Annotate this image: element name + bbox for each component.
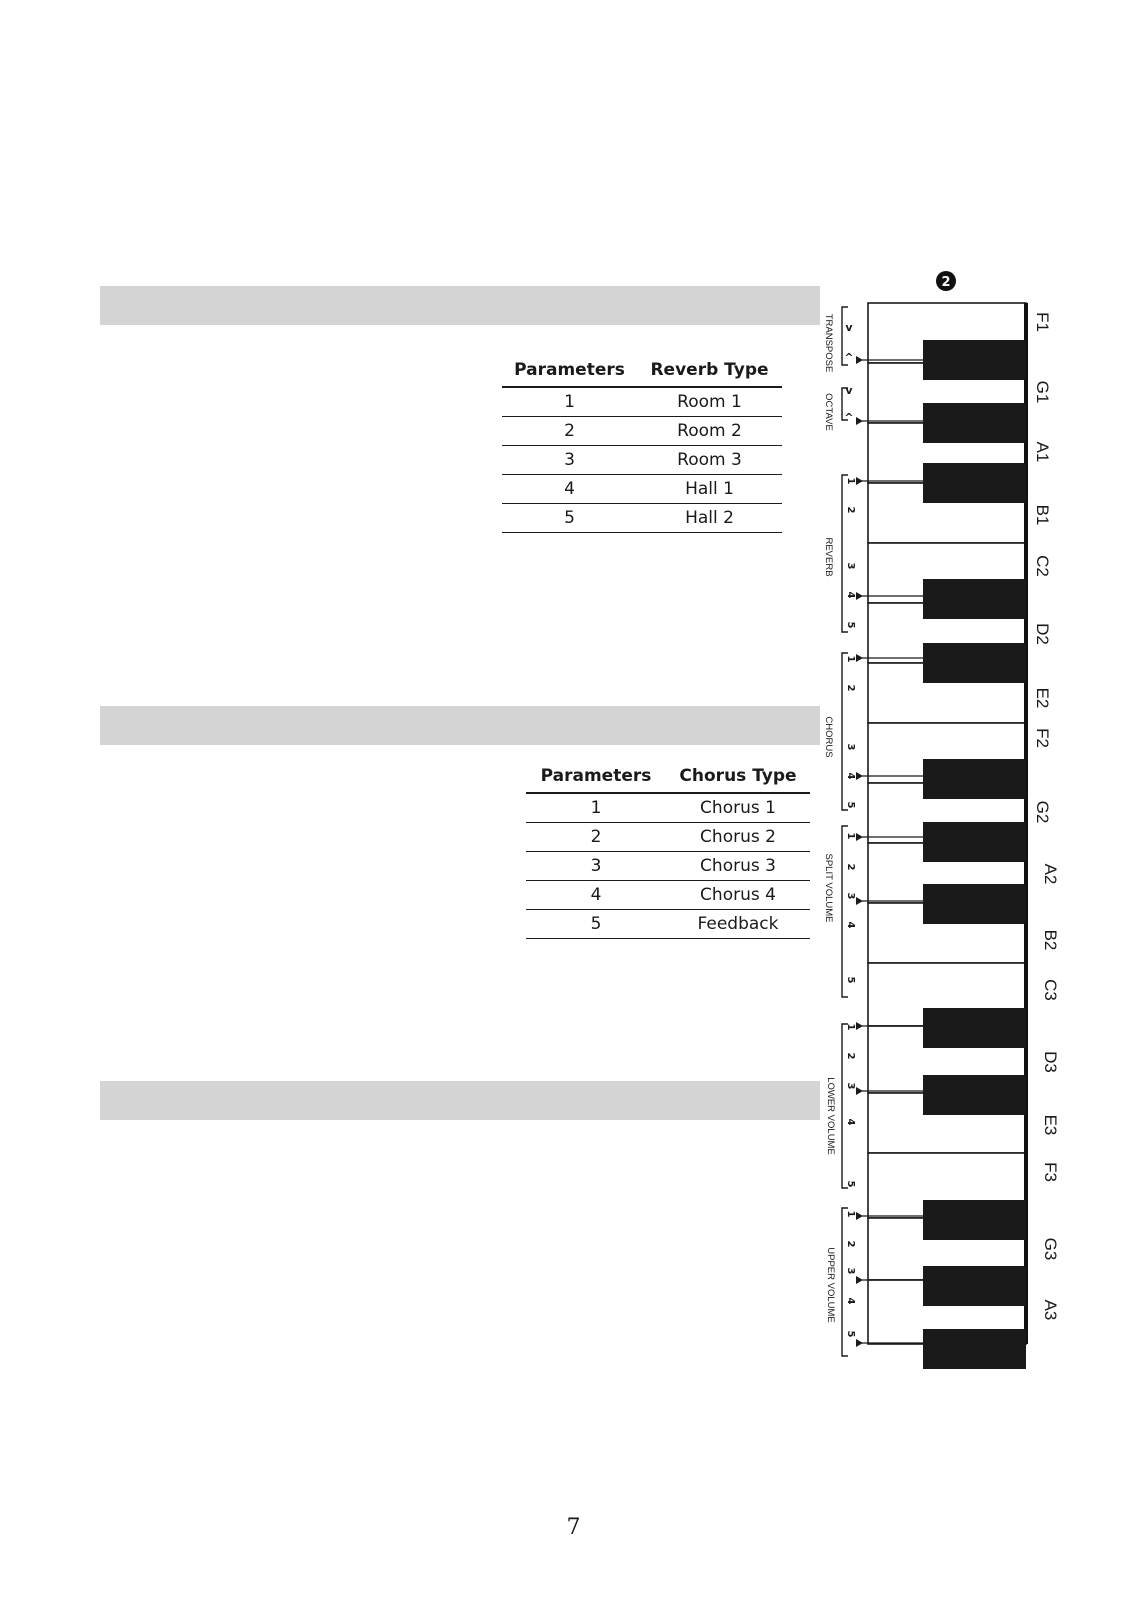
note-label: A1 <box>1033 441 1052 463</box>
note-label: E2 <box>1033 687 1052 709</box>
pointer-arrow-icon <box>856 356 863 364</box>
table-cell: 5 <box>502 504 637 533</box>
black-key <box>923 1200 1026 1240</box>
table-cell: Chorus 2 <box>666 823 810 852</box>
black-key <box>923 1329 1026 1369</box>
chorus-type-table <box>526 762 810 939</box>
note-label: F1 <box>1033 312 1052 332</box>
step-number: 2 <box>845 1052 856 1060</box>
step-number: 1 <box>845 1210 856 1218</box>
black-key <box>923 463 1026 503</box>
step-number: 3 <box>845 1082 856 1090</box>
note-label: D2 <box>1033 623 1052 645</box>
table-row <box>526 852 810 881</box>
section-header-bar-3 <box>100 1081 820 1120</box>
column-header-reverb-type: Reverb Type <box>637 356 782 387</box>
step-number: 2 <box>845 684 856 692</box>
step-number: 3 <box>845 892 856 900</box>
section-header-bar-1 <box>100 286 820 325</box>
table-cell: 5 <box>526 910 666 939</box>
group-label: SPLIT VOLUME <box>823 853 834 923</box>
note-label: F2 <box>1033 728 1052 748</box>
black-key <box>923 822 1026 862</box>
table-cell: 2 <box>526 823 666 852</box>
badge-number: 2 <box>941 275 951 290</box>
note-label: B2 <box>1041 929 1060 951</box>
pointer-arrow-icon <box>856 1212 863 1220</box>
pointer-arrow-icon <box>856 772 863 780</box>
arrow-glyph: ^ <box>844 351 854 364</box>
group-label: REVERB <box>823 537 834 577</box>
table-row <box>502 446 782 475</box>
group-label: LOWER VOLUME <box>825 1077 836 1155</box>
table-row <box>502 387 782 417</box>
step-number: 2 <box>845 1240 856 1248</box>
table-cell: 3 <box>502 446 637 475</box>
note-label: C2 <box>1033 555 1052 577</box>
pointer-arrow-icon <box>856 654 863 662</box>
table-cell: Room 2 <box>637 417 782 446</box>
step-number: 4 <box>845 1118 856 1126</box>
table-cell: Hall 2 <box>637 504 782 533</box>
note-label: D3 <box>1041 1051 1060 1073</box>
table-cell: Hall 1 <box>637 475 782 504</box>
step-number: 3 <box>845 743 856 751</box>
table-cell: 2 <box>502 417 637 446</box>
column-header-parameters: Parameters <box>502 356 637 387</box>
black-key <box>923 643 1026 683</box>
section-header-bar-2 <box>100 706 820 745</box>
step-number: 4 <box>845 772 856 780</box>
table-cell: Room 1 <box>637 387 782 417</box>
black-key <box>923 884 1026 924</box>
step-number: 1 <box>845 832 856 840</box>
group-bracket <box>842 826 848 997</box>
arrow-glyph: ^ <box>844 411 854 424</box>
group-label: CHORUS <box>823 716 834 758</box>
step-number: 5 <box>845 1180 856 1188</box>
table-row <box>502 417 782 446</box>
note-label: G1 <box>1033 380 1052 404</box>
note-label: E3 <box>1041 1114 1060 1136</box>
step-number: 4 <box>845 1297 856 1305</box>
note-label: A3 <box>1041 1299 1060 1321</box>
arrow-glyph: v <box>845 384 853 397</box>
table-cell: 4 <box>502 475 637 504</box>
table-cell: Feedback <box>666 910 810 939</box>
table-row <box>502 475 782 504</box>
pointer-arrow-icon <box>856 417 863 425</box>
note-label: C3 <box>1041 979 1060 1001</box>
table-cell: Chorus 3 <box>666 852 810 881</box>
step-number: 5 <box>845 1330 856 1338</box>
pointer-arrow-icon <box>856 833 863 841</box>
pointer-arrow-icon <box>856 1276 863 1284</box>
reverb-type-table <box>502 356 782 533</box>
group-bracket <box>842 653 848 810</box>
table-row <box>526 910 810 939</box>
table-row <box>526 793 810 823</box>
table-header-row <box>502 356 782 387</box>
group-label: TRANSPOSE <box>823 313 834 373</box>
table-row <box>526 823 810 852</box>
step-number: 2 <box>845 863 856 871</box>
step-number: 1 <box>845 655 856 663</box>
black-key <box>923 403 1026 443</box>
note-label: F3 <box>1041 1162 1060 1182</box>
black-key <box>923 340 1026 380</box>
column-header-parameters: Parameters <box>526 762 666 793</box>
black-key <box>923 1008 1026 1048</box>
step-number: 2 <box>845 506 856 514</box>
black-key <box>923 1075 1026 1115</box>
table-cell: 1 <box>502 387 637 417</box>
table-cell: Chorus 4 <box>666 881 810 910</box>
table-row <box>502 504 782 533</box>
table-header-row <box>526 762 810 793</box>
step-number: 3 <box>845 562 856 570</box>
step-number: 3 <box>845 1267 856 1275</box>
step-number: 4 <box>845 591 856 599</box>
group-bracket <box>842 1024 848 1188</box>
group-label: OCTAVE <box>823 393 834 431</box>
table-cell: 4 <box>526 881 666 910</box>
pointer-arrow-icon <box>856 477 863 485</box>
table-cell: 1 <box>526 793 666 823</box>
table-row <box>526 881 810 910</box>
pointer-arrow-icon <box>856 1022 863 1030</box>
black-key <box>923 1266 1026 1306</box>
arrow-glyph: v <box>845 321 853 334</box>
step-number: 5 <box>845 621 856 629</box>
column-header-chorus-type: Chorus Type <box>666 762 810 793</box>
keyboard-function-diagram <box>820 262 1080 1392</box>
step-number: 1 <box>845 477 856 485</box>
step-number: 1 <box>845 1023 856 1031</box>
pointer-arrow-icon <box>856 1339 863 1347</box>
table-cell: Room 3 <box>637 446 782 475</box>
page-number: 7 <box>566 1515 581 1540</box>
note-label: A2 <box>1041 863 1060 885</box>
table-cell: 3 <box>526 852 666 881</box>
step-number: 5 <box>845 801 856 809</box>
step-number: 5 <box>845 976 856 984</box>
group-label: UPPER VOLUME <box>825 1247 836 1323</box>
step-number: 4 <box>845 921 856 929</box>
note-label: G3 <box>1041 1237 1060 1261</box>
note-label: B1 <box>1033 504 1052 526</box>
pointer-arrow-icon <box>856 1087 863 1095</box>
black-key <box>923 579 1026 619</box>
table-cell: Chorus 1 <box>666 793 810 823</box>
group-bracket <box>842 475 848 632</box>
note-label: G2 <box>1033 800 1052 824</box>
black-key <box>923 759 1026 799</box>
pointer-arrow-icon <box>856 592 863 600</box>
pointer-arrow-icon <box>856 897 863 905</box>
